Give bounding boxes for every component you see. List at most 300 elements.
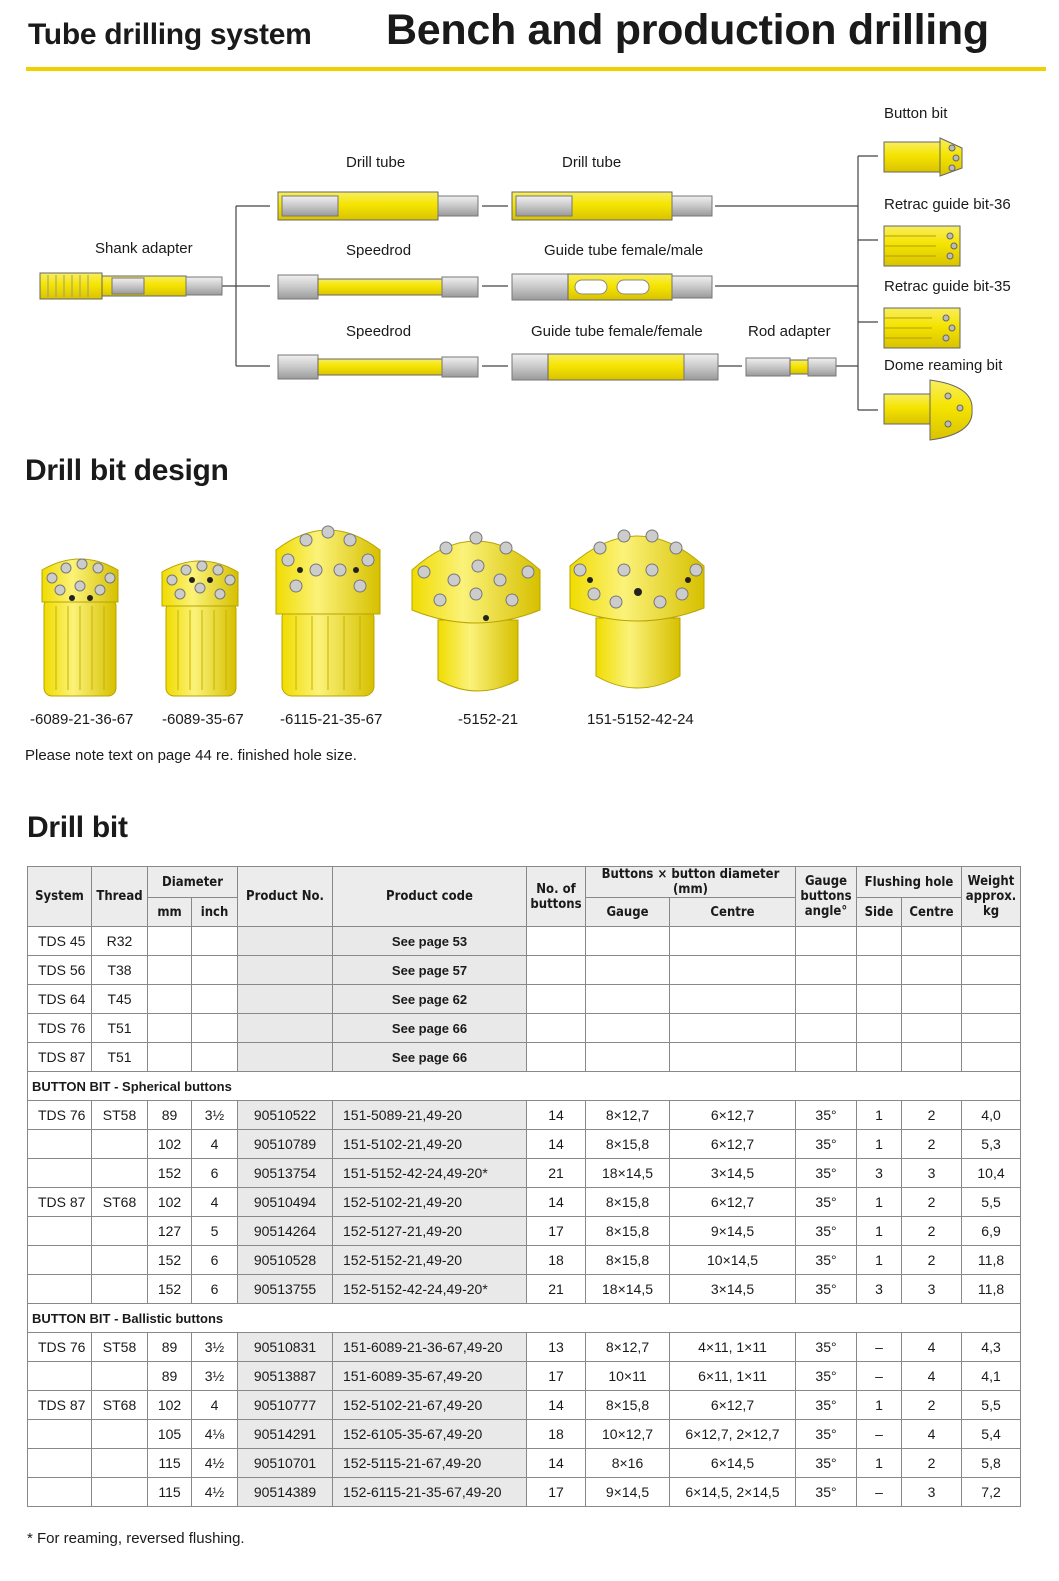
th-thread: Thread (92, 867, 148, 927)
cell-mm: 102 (148, 1391, 192, 1420)
cell-code: 152-6115-21-35-67,49-20 (333, 1478, 527, 1507)
cell-buttons: 14 (527, 1391, 586, 1420)
table-row (28, 1362, 1021, 1391)
cell-fcentre: 4 (902, 1420, 962, 1449)
cell-buttons: 14 (527, 1130, 586, 1159)
cell-system (28, 1217, 92, 1246)
cell-centre: 3×14,5 (670, 1159, 796, 1188)
cell-thread (92, 1420, 148, 1449)
cell-inch: 3½ (192, 1333, 238, 1362)
cell-weight: 4,1 (962, 1362, 1021, 1391)
cell-side: 1 (857, 1391, 902, 1420)
cell-system (28, 1159, 92, 1188)
speedrod-1-shape (278, 275, 478, 299)
cell-mm: 127 (148, 1217, 192, 1246)
cell-empty (857, 1014, 902, 1043)
cell-buttons: 17 (527, 1362, 586, 1391)
cell-inch (192, 956, 238, 985)
cell-angle: 35° (796, 1275, 857, 1304)
cell-inch: 5 (192, 1217, 238, 1246)
cell-see-page: See page 53 (333, 927, 527, 956)
cell-inch: 4½ (192, 1478, 238, 1507)
cell-inch (192, 985, 238, 1014)
cell-thread (92, 1478, 148, 1507)
cell-code: 152-5102-21,49-20 (333, 1188, 527, 1217)
cell-fcentre: 2 (902, 1130, 962, 1159)
cell-empty (796, 927, 857, 956)
bit-5152-21-illustration (412, 532, 540, 691)
cell-gauge: 10×12,7 (586, 1420, 670, 1449)
cell-gauge: 8×12,7 (586, 1101, 670, 1130)
th-product-code: Product code (333, 867, 527, 927)
bit-caption-3: -6115-21-35-67 (280, 711, 383, 728)
cell-fcentre: 2 (902, 1391, 962, 1420)
bit-caption-1: -6089-21-36-67 (30, 711, 134, 728)
cell-empty (962, 927, 1021, 956)
cell-side: 1 (857, 1101, 902, 1130)
header-left-title: Tube drilling system (28, 18, 312, 51)
th-gauge-angle: Gauge buttons angle° (796, 867, 857, 927)
cell-angle: 35° (796, 1159, 857, 1188)
cell-gauge: 8×15,8 (586, 1391, 670, 1420)
cell-inch (192, 927, 238, 956)
cell-fcentre: 4 (902, 1362, 962, 1391)
cell-angle: 35° (796, 1188, 857, 1217)
cell-system (28, 1362, 92, 1391)
bit-151-5152-42-24-illustration (570, 530, 704, 688)
cell-gauge: 8×15,8 (586, 1217, 670, 1246)
table-row (28, 1101, 1021, 1130)
cell-see-page: See page 62 (333, 985, 527, 1014)
cell-thread: T38 (92, 956, 148, 985)
cell-product-no (238, 985, 333, 1014)
cell-buttons: 14 (527, 1188, 586, 1217)
cell-empty (586, 985, 670, 1014)
cell-fcentre: 3 (902, 1275, 962, 1304)
cell-inch: 4 (192, 1391, 238, 1420)
cell-empty (902, 1014, 962, 1043)
cell-centre: 6×12,7 (670, 1101, 796, 1130)
label-guide-tube-fm: Guide tube female/male (544, 242, 704, 259)
cell-inch: 3½ (192, 1362, 238, 1391)
cell-side: 1 (857, 1130, 902, 1159)
drill-tube-1-shape (278, 192, 478, 220)
cell-angle: 35° (796, 1391, 857, 1420)
th-side: Side (857, 898, 902, 927)
cell-mm: 115 (148, 1449, 192, 1478)
cell-fcentre: 2 (902, 1101, 962, 1130)
cell-side: 1 (857, 1449, 902, 1478)
cell-mm (148, 956, 192, 985)
th-product-no: Product No. (238, 867, 333, 927)
table-row (28, 1391, 1021, 1420)
label-speedrod-2: Speedrod (346, 323, 412, 340)
cell-code: 151-5152-42-24,49-20* (333, 1159, 527, 1188)
cell-weight: 5,5 (962, 1188, 1021, 1217)
cell-system: TDS 76 (28, 1101, 92, 1130)
cell-code: 152-5152-42-24,49-20* (333, 1275, 527, 1304)
cell-empty (527, 985, 586, 1014)
cell-empty (670, 927, 796, 956)
retrac-36-shape (884, 226, 960, 266)
table-row (28, 927, 1021, 956)
guide-tube-ff-shape (512, 354, 718, 380)
shank-adapter-shape (40, 273, 222, 299)
cell-thread (92, 1275, 148, 1304)
cell-thread: T45 (92, 985, 148, 1014)
cell-angle: 35° (796, 1101, 857, 1130)
cell-mm (148, 927, 192, 956)
cell-gauge: 10×11 (586, 1362, 670, 1391)
cell-empty (902, 956, 962, 985)
dome-reaming-shape (884, 380, 972, 440)
cell-product-no (238, 956, 333, 985)
cell-side: 1 (857, 1188, 902, 1217)
cell-product-no: 90510494 (238, 1188, 333, 1217)
th-system: System (28, 867, 92, 927)
cell-angle: 35° (796, 1130, 857, 1159)
cell-weight: 11,8 (962, 1275, 1021, 1304)
cell-product-no: 90513754 (238, 1159, 333, 1188)
cell-mm (148, 985, 192, 1014)
cell-centre: 6×12,7 (670, 1130, 796, 1159)
bit-caption-2: -6089-35-67 (162, 711, 244, 728)
cell-buttons: 17 (527, 1217, 586, 1246)
label-drill-tube-1: Drill tube (346, 154, 406, 171)
cell-system: TDS 56 (28, 956, 92, 985)
cell-buttons: 14 (527, 1449, 586, 1478)
cell-system (28, 1420, 92, 1449)
cell-buttons: 21 (527, 1159, 586, 1188)
th-mm: mm (148, 898, 192, 927)
cell-inch: 4 (192, 1130, 238, 1159)
cell-product-no: 90513755 (238, 1275, 333, 1304)
cell-inch: 6 (192, 1159, 238, 1188)
cell-gauge: 18×14,5 (586, 1275, 670, 1304)
cell-side: – (857, 1333, 902, 1362)
cell-product-no: 90510789 (238, 1130, 333, 1159)
cell-fcentre: 2 (902, 1188, 962, 1217)
drill-bit-table (27, 866, 1021, 1507)
label-retrac-36: Retrac guide bit-36 (884, 196, 1011, 213)
cell-product-no: 90510701 (238, 1449, 333, 1478)
cell-inch (192, 1014, 238, 1043)
th-no-buttons: No. of buttons (527, 867, 586, 927)
cell-empty (796, 985, 857, 1014)
cell-system (28, 1246, 92, 1275)
th-flushing-hole: Flushing hole (857, 867, 962, 898)
cell-system (28, 1275, 92, 1304)
cell-empty (586, 956, 670, 985)
cell-gauge: 8×15,8 (586, 1188, 670, 1217)
cell-empty (796, 956, 857, 985)
speedrod-2-shape (278, 355, 478, 379)
cell-mm: 115 (148, 1478, 192, 1507)
cell-product-no: 90514291 (238, 1420, 333, 1449)
cell-product-no: 90513887 (238, 1362, 333, 1391)
cell-gauge: 8×16 (586, 1449, 670, 1478)
label-guide-tube-ff: Guide tube female/female (531, 323, 703, 340)
cell-system: TDS 87 (28, 1188, 92, 1217)
cell-side: – (857, 1420, 902, 1449)
cell-weight: 5,5 (962, 1391, 1021, 1420)
cell-angle: 35° (796, 1333, 857, 1362)
cell-empty (527, 1043, 586, 1072)
cell-system: TDS 76 (28, 1014, 92, 1043)
cell-inch: 3½ (192, 1101, 238, 1130)
cell-empty (527, 1014, 586, 1043)
cell-see-page: See page 57 (333, 956, 527, 985)
group-title: BUTTON BIT - Spherical buttons (28, 1072, 1021, 1101)
cell-buttons: 14 (527, 1101, 586, 1130)
cell-mm: 89 (148, 1362, 192, 1391)
drill-tube-2-shape (512, 192, 712, 220)
cell-weight: 4,3 (962, 1333, 1021, 1362)
cell-empty (796, 1043, 857, 1072)
cell-empty (670, 1014, 796, 1043)
cell-thread: R32 (92, 927, 148, 956)
footnote: * For reaming, reversed flushing. (27, 1530, 245, 1547)
cell-inch: 4½ (192, 1449, 238, 1478)
cell-system: TDS 87 (28, 1391, 92, 1420)
cell-side: 3 (857, 1159, 902, 1188)
cell-product-no: 90510777 (238, 1391, 333, 1420)
finished-hole-note: Please note text on page 44 re. finished hole size. (25, 747, 357, 764)
cell-centre: 9×14,5 (670, 1217, 796, 1246)
cell-product-no (238, 1043, 333, 1072)
cell-mm: 152 (148, 1275, 192, 1304)
table-row (28, 1333, 1021, 1362)
cell-mm: 152 (148, 1246, 192, 1275)
cell-empty (586, 1014, 670, 1043)
cell-fcentre: 4 (902, 1333, 962, 1362)
bit-caption-4: -5152-21 (458, 711, 519, 728)
cell-mm (148, 1043, 192, 1072)
cell-code: 151-5102-21,49-20 (333, 1130, 527, 1159)
header-right-title: Bench and production drilling (386, 6, 989, 54)
cell-centre: 6×11, 1×11 (670, 1362, 796, 1391)
cell-weight: 4,0 (962, 1101, 1021, 1130)
cell-empty (857, 956, 902, 985)
cell-side: – (857, 1362, 902, 1391)
cell-empty (670, 985, 796, 1014)
th-inch: inch (192, 898, 238, 927)
cell-inch (192, 1043, 238, 1072)
table-row (28, 1420, 1021, 1449)
cell-empty (962, 956, 1021, 985)
cell-code: 152-5152-21,49-20 (333, 1246, 527, 1275)
cell-code: 151-5089-21,49-20 (333, 1101, 527, 1130)
cell-side: 1 (857, 1246, 902, 1275)
cell-code: 152-5115-21-67,49-20 (333, 1449, 527, 1478)
retrac-35-shape (884, 308, 960, 348)
cell-system: TDS 64 (28, 985, 92, 1014)
label-retrac-35: Retrac guide bit-35 (884, 278, 1011, 295)
table-group-row (28, 1304, 1021, 1333)
cell-product-no (238, 927, 333, 956)
cell-empty (796, 1014, 857, 1043)
cell-gauge: 9×14,5 (586, 1478, 670, 1507)
cell-thread: T51 (92, 1043, 148, 1072)
th-weight: Weight approx. kg (962, 867, 1021, 927)
button-bit-shape (884, 138, 962, 176)
cell-product-no (238, 1014, 333, 1043)
cell-buttons: 18 (527, 1246, 586, 1275)
cell-mm: 152 (148, 1159, 192, 1188)
cell-weight: 6,9 (962, 1217, 1021, 1246)
cell-angle: 35° (796, 1478, 857, 1507)
cell-product-no: 90514264 (238, 1217, 333, 1246)
group-title: BUTTON BIT - Ballistic buttons (28, 1304, 1021, 1333)
cell-code: 151-6089-21-36-67,49-20 (333, 1333, 527, 1362)
cell-weight: 11,8 (962, 1246, 1021, 1275)
cell-empty (527, 927, 586, 956)
cell-centre: 6×12,7 (670, 1188, 796, 1217)
table-row (28, 1159, 1021, 1188)
cell-empty (902, 927, 962, 956)
bit-6115-21-35-67-illustration (276, 526, 380, 696)
cell-mm: 102 (148, 1130, 192, 1159)
th-diameter: Diameter (148, 867, 238, 898)
system-diagram (0, 90, 1059, 450)
cell-product-no: 90510528 (238, 1246, 333, 1275)
rod-adapter-shape (746, 358, 836, 376)
cell-empty (857, 985, 902, 1014)
drill-bit-illustrations (0, 510, 740, 710)
cell-angle: 35° (796, 1217, 857, 1246)
cell-fcentre: 2 (902, 1449, 962, 1478)
cell-centre: 4×11, 1×11 (670, 1333, 796, 1362)
cell-side: 3 (857, 1275, 902, 1304)
cell-system: TDS 87 (28, 1043, 92, 1072)
cell-fcentre: 2 (902, 1246, 962, 1275)
cell-empty (902, 985, 962, 1014)
bit-6089-21-36-67-illustration (42, 559, 118, 696)
cell-inch: 6 (192, 1246, 238, 1275)
bit-6089-35-67-illustration (162, 561, 238, 696)
cell-code: 152-5102-21-67,49-20 (333, 1391, 527, 1420)
label-speedrod-1: Speedrod (346, 242, 412, 259)
cell-angle: 35° (796, 1246, 857, 1275)
cell-thread: ST68 (92, 1391, 148, 1420)
table-row (28, 985, 1021, 1014)
cell-buttons: 17 (527, 1478, 586, 1507)
table-row (28, 1014, 1021, 1043)
table-row (28, 1449, 1021, 1478)
cell-empty (670, 956, 796, 985)
label-button-bit: Button bit (884, 105, 948, 122)
cell-weight: 5,8 (962, 1449, 1021, 1478)
cell-side: 1 (857, 1217, 902, 1246)
cell-empty (902, 1043, 962, 1072)
th-gauge: Gauge (586, 898, 670, 927)
bit-caption-5: 151-5152-42-24 (587, 711, 694, 728)
cell-inch: 6 (192, 1275, 238, 1304)
cell-empty (670, 1043, 796, 1072)
cell-centre: 6×12,7 (670, 1391, 796, 1420)
cell-angle: 35° (796, 1362, 857, 1391)
cell-centre: 6×14,5, 2×14,5 (670, 1478, 796, 1507)
label-rod-adapter: Rod adapter (748, 323, 831, 340)
table-row (28, 1478, 1021, 1507)
cell-empty (586, 927, 670, 956)
cell-mm: 105 (148, 1420, 192, 1449)
cell-empty (586, 1043, 670, 1072)
cell-centre: 6×14,5 (670, 1449, 796, 1478)
cell-code: 152-6105-35-67,49-20 (333, 1420, 527, 1449)
cell-mm: 89 (148, 1333, 192, 1362)
cell-thread (92, 1449, 148, 1478)
cell-angle: 35° (796, 1449, 857, 1478)
label-shank-adapter: Shank adapter (95, 240, 193, 257)
table-row (28, 1217, 1021, 1246)
cell-empty (527, 956, 586, 985)
cell-system: TDS 76 (28, 1333, 92, 1362)
cell-empty (962, 1043, 1021, 1072)
th-buttons-diameter: Buttons × button diameter (mm) (586, 867, 796, 898)
cell-mm: 102 (148, 1188, 192, 1217)
cell-fcentre: 3 (902, 1478, 962, 1507)
table-row (28, 1043, 1021, 1072)
cell-system (28, 1478, 92, 1507)
cell-gauge: 18×14,5 (586, 1159, 670, 1188)
cell-gauge: 8×12,7 (586, 1333, 670, 1362)
guide-tube-fm-shape (512, 274, 712, 300)
cell-empty (857, 1043, 902, 1072)
cell-weight: 7,2 (962, 1478, 1021, 1507)
cell-fcentre: 3 (902, 1159, 962, 1188)
cell-fcentre: 2 (902, 1217, 962, 1246)
th-flush-centre: Centre (902, 898, 962, 927)
cell-see-page: See page 66 (333, 1043, 527, 1072)
label-dome-reaming: Dome reaming bit (884, 357, 1003, 374)
cell-thread (92, 1130, 148, 1159)
cell-empty (857, 927, 902, 956)
cell-thread: ST58 (92, 1333, 148, 1362)
cell-buttons: 13 (527, 1333, 586, 1362)
cell-system (28, 1130, 92, 1159)
section-title-drill-bit: Drill bit (27, 811, 128, 844)
cell-see-page: See page 66 (333, 1014, 527, 1043)
table-row (28, 1246, 1021, 1275)
cell-thread: ST68 (92, 1188, 148, 1217)
cell-buttons: 18 (527, 1420, 586, 1449)
cell-gauge: 8×15,8 (586, 1130, 670, 1159)
cell-code: 151-6089-35-67,49-20 (333, 1362, 527, 1391)
cell-product-no: 90510831 (238, 1333, 333, 1362)
cell-thread (92, 1362, 148, 1391)
cell-system (28, 1449, 92, 1478)
cell-thread (92, 1246, 148, 1275)
cell-system: TDS 45 (28, 927, 92, 956)
label-drill-tube-2: Drill tube (562, 154, 622, 171)
cell-buttons: 21 (527, 1275, 586, 1304)
cell-centre: 3×14,5 (670, 1275, 796, 1304)
cell-empty (962, 1014, 1021, 1043)
table-group-row (28, 1072, 1021, 1101)
cell-thread: T51 (92, 1014, 148, 1043)
table-row (28, 1275, 1021, 1304)
cell-mm: 89 (148, 1101, 192, 1130)
cell-thread: ST58 (92, 1101, 148, 1130)
cell-inch: 4⅛ (192, 1420, 238, 1449)
cell-weight: 5,4 (962, 1420, 1021, 1449)
cell-weight: 5,3 (962, 1130, 1021, 1159)
cell-side: – (857, 1478, 902, 1507)
cell-inch: 4 (192, 1188, 238, 1217)
cell-gauge: 8×15,8 (586, 1246, 670, 1275)
cell-centre: 10×14,5 (670, 1246, 796, 1275)
